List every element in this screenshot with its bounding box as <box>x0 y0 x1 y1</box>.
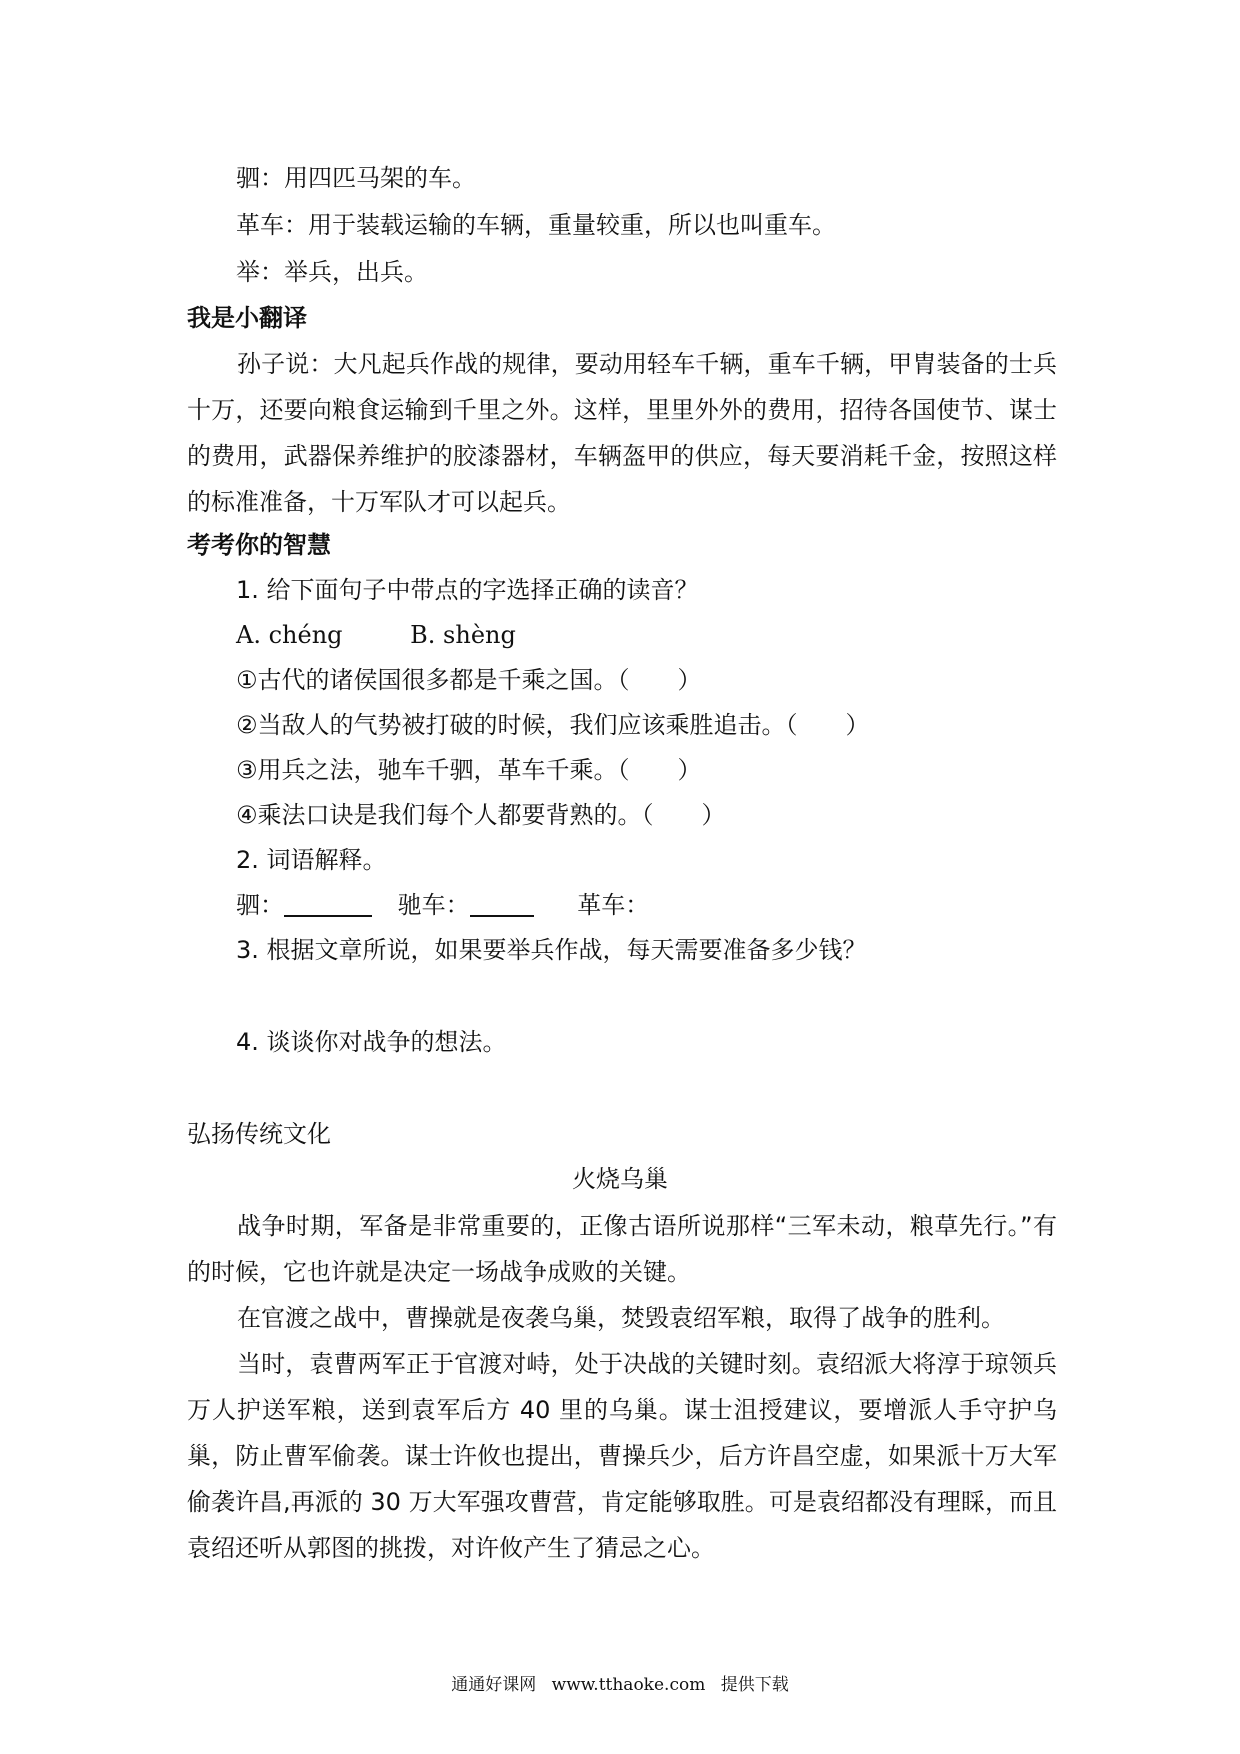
story-paragraph-2: 在官渡之战中，曹操就是夜袭乌巢，焚毁袁绍军粮，取得了战争的胜利。 <box>237 1304 1005 1332</box>
option-a: A. chéng <box>236 621 343 649</box>
blank-si <box>284 893 372 917</box>
footer-site-name: 通通好课网 <box>451 1675 537 1695</box>
question-4: 4. 谈谈你对战争的想法。 <box>236 1028 507 1056</box>
option-b: B. shèng <box>410 621 516 649</box>
story-paragraph-1: 战争时期，军备是非常重要的，正像古语所说那样“三军未动，粮草先行。”有的时候，它也许就是决定一场战争成败的关键。 <box>187 1212 1057 1286</box>
note-si: 驷：用四匹马架的车。 <box>236 164 476 192</box>
term-blanks <box>236 889 649 921</box>
pinyin-options <box>236 619 516 651</box>
translation-text: 孙子说：大凡起兵作战的规律，要动用轻车千辆，重车千辆，甲胄装备的士兵十万，还要向粮食运输到千里之外。这样，里里外外的费用，招待各国使节、谋士的费用，武器保养维护的胶漆器材，车辆盔甲的供应，每天要消耗千金，按照这样的标准准备，十万军队才可以起兵。 <box>187 350 1057 516</box>
term-si: 驷： <box>236 891 284 919</box>
story-paragraph-3: 当时，袁曹两军正于官渡对峙，处于决战的关键时刻。袁绍派大将淳于琼领兵万人护送军粮，送到袁军后方 40 里的乌巢。谋士沮授建议，要增派人手守护乌巢，防止曹军偷袭。谋士许攸也提出，曹操兵少，后方许昌空虚，如果派十万大军偷袭许昌,再派的 30 万大军强攻曹营，肯定能够取胜。可是袁绍都没有理睬，而且袁绍还听从郭图的挑拨，对许攸产生了猜忌之心。 <box>187 1350 1057 1562</box>
page-footer <box>0 1670 1240 1695</box>
footer-url: www.tthaoke.com <box>551 1675 706 1695</box>
term-chiche: 驰车： <box>397 891 470 919</box>
quiz-item-1: ①古代的诸侯国很多都是千乘之国。（ ） <box>236 666 702 694</box>
note-geche: 革车：用于装载运输的车辆，重量较重，所以也叫重车。 <box>236 211 836 239</box>
footer-suffix: 提供下载 <box>720 1675 789 1695</box>
quiz-heading: 考考你的智慧 <box>187 531 331 559</box>
term-geche: 革车： <box>577 891 650 919</box>
translation-heading: 我是小翻译 <box>187 304 307 332</box>
question-2: 2. 词语解释。 <box>236 846 387 874</box>
story-title: 火烧乌巢 <box>572 1165 668 1193</box>
note-ju: 举：举兵，出兵。 <box>236 258 428 286</box>
culture-heading: 弘扬传统文化 <box>187 1120 331 1148</box>
quiz-item-3: ③用兵之法，驰车千驷，革车千乘。（ ） <box>236 756 702 784</box>
quiz-item-4: ④乘法口诀是我们每个人都要背熟的。（ ） <box>236 801 726 829</box>
question-3: 3. 根据文章所说，如果要举兵作战，每天需要准备多少钱？ <box>236 936 867 964</box>
quiz-item-2: ②当敌人的气势被打破的时候，我们应该乘胜追击。（ ） <box>236 711 870 739</box>
question-1: 1. 给下面句子中带点的字选择正确的读音？ <box>236 576 699 604</box>
blank-chiche <box>470 893 534 917</box>
